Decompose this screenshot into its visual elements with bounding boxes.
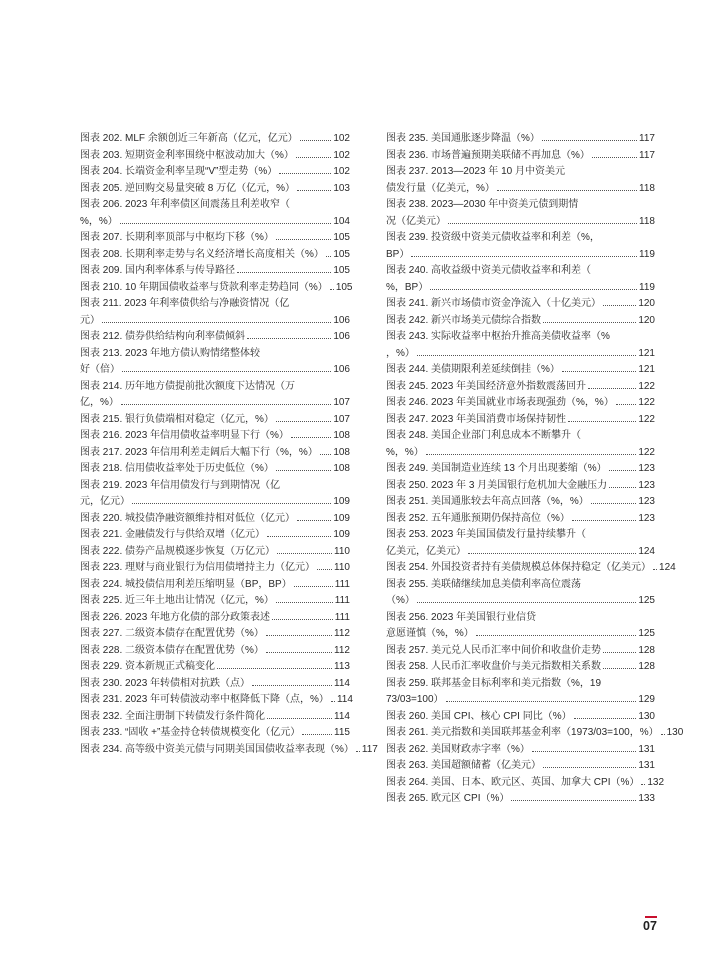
toc-entry-page: 118 [639,182,655,194]
toc-entry-page: 105 [333,265,350,276]
toc-entry-label: 图表 229. 资本新规正式稿变化 [80,661,216,672]
toc-entry[interactable] [80,412,350,429]
toc-leader-dots [417,602,636,603]
toc-entry[interactable] [80,280,353,297]
toc-entry-label: 图表 244. 美债期限利差延续倒挂（%） [386,364,560,375]
toc-leader-dots [591,503,637,504]
toc-leader-dots [562,371,636,372]
toc-entry[interactable] [80,544,350,561]
toc-entry-label: 图表 221. 金融债发行与供给双增（亿元） [80,529,266,540]
toc-entry-label: 图表 232. 全面注册制下转债发行条件简化 [80,710,266,722]
toc-entry[interactable] [80,461,350,478]
toc-entry[interactable] [80,742,378,759]
toc-entry[interactable] [80,263,350,280]
toc-entry[interactable] [386,197,655,230]
toc-entry[interactable] [80,692,353,709]
toc-entry-page: 114 [334,710,350,722]
toc-entry-label: 图表 237. 2013—2023 年 10 月中资美元 [386,166,565,177]
toc-leader-dots [603,668,636,669]
toc-entry[interactable] [80,346,350,379]
toc-entry[interactable] [386,362,655,379]
toc-entry[interactable] [386,131,655,148]
toc-entry-page: 123 [638,496,655,507]
toc-entry-label: 图表 215. 银行负债端相对稳定（亿元，%） [80,413,274,425]
toc-entry-page: 111 [334,578,350,590]
toc-entry-label: 图表 206. 2023 年利率债区间震荡且利差收窄（ [80,199,291,210]
toc-entry[interactable] [80,725,350,742]
toc-entry[interactable] [386,329,655,362]
toc-entry-page: 107 [333,397,350,408]
toc-entry-page: 114 [334,677,350,689]
toc-entry-page: 118 [639,215,655,227]
toc-entry-label: 图表 225. 近三年土地出让情况（亿元，%） [80,595,274,606]
toc-entry-label: 图表 207. 长期利率顶部与中枢均下移（%） [80,232,274,243]
toc-entry-label: 图表 231. 2023 年可转债波动率中枢降低下降（点，%） [80,694,329,705]
toc-entry-page: 106 [333,364,350,375]
toc-entry-label: 图表 210. 10 年期国债收益率与贷款利率走势趋同（%） [80,281,328,293]
toc-entry-label-cont: 好（倍） [80,364,120,375]
toc-leader-dots [276,602,333,603]
toc-entry[interactable] [80,148,350,165]
toc-entry-label: 图表 230. 2023 年转债相对抗跌（点） [80,677,251,689]
toc-entry-page: 108 [333,446,350,458]
toc-entry-page: 125 [638,595,655,606]
toc-entry[interactable] [386,643,655,660]
toc-entry-page: 107 [333,413,350,425]
toc-leader-dots [653,569,657,570]
toc-entry-label: 图表 203. 短期资金利率围绕中枢波动加大（%） [80,149,294,161]
toc-leader-dots [276,239,331,240]
toc-leader-dots [266,635,332,636]
toc-entry-label: 图表 251. 美国通胀较去年高点回落（%，%） [386,496,589,507]
toc-right-column [386,131,684,808]
toc-entry-page: 122 [638,413,655,425]
toc-leader-dots [574,718,637,719]
toc-entry-label-cont: 意愿谨慎（%，%） [386,628,474,639]
toc-entry-page: 112 [334,628,350,639]
toc-entry-label: 图表 219. 2023 年信用债发行与到期情况（亿 [80,479,281,491]
toc-entry[interactable] [80,230,350,247]
toc-leader-dots [291,437,331,438]
toc-entry-label: 图表 204. 长端资金利率呈现“V”型走势（%） [80,166,278,177]
toc-leader-dots [603,305,636,306]
toc-entry-page: 104 [333,215,350,227]
toc-entry-page: 114 [336,694,353,705]
toc-leader-dots [320,454,331,455]
toc-leader-dots [266,652,332,653]
toc-entry[interactable] [386,676,655,709]
toc-leader-dots [122,371,331,372]
toc-leader-dots [102,322,331,323]
toc-entry-label: 图表 209. 国内利率体系与传导路径 [80,265,236,276]
toc-entry-page: 130 [666,727,684,738]
toc-entry-label-cont: 元，亿元） [80,496,130,507]
toc-leader-dots [497,190,637,191]
toc-entry[interactable] [386,791,655,808]
toc-entry-page: 102 [333,149,350,161]
toc-entry[interactable] [386,230,655,263]
toc-entry-page: 108 [333,463,350,474]
toc-entry-label: 图表 220. 城投债净融资额维持相对低位（亿元） [80,512,296,524]
toc-leader-dots [609,487,636,488]
toc-entry-label-cont: 债发行量（亿美元，%） [386,182,495,194]
toc-entry-page: 120 [638,298,655,309]
toc-entry-label: 图表 261. 美元指数和美国联邦基金利率（1973/03=100，%） [386,727,659,738]
toc-entry-page: 111 [334,595,350,606]
toc-entry-label: 图表 256. 2023 年美国银行业信贷 [386,611,537,623]
toc-entry-page: 123 [638,463,655,474]
toc-entry-label: 图表 235. 美国通胀逐步降温（%） [386,133,540,144]
toc-leader-dots [588,388,636,389]
toc-entry[interactable] [80,164,350,181]
toc-leader-dots [267,536,331,537]
toc-entry-label-cont: ，%） [386,347,415,359]
toc-entry-label-cont: 亿，%） [80,397,119,408]
toc-entry[interactable] [386,758,655,775]
toc-entry-label: 图表 259. 联邦基金目标利率和美元指数（%，19 [386,677,602,689]
toc-leader-dots [132,503,331,504]
toc-entry-label: 图表 255. 美联储继续加息美债利率高位震荡 [386,578,582,590]
toc-leader-dots [296,157,331,158]
toc-entry-label: 图表 247. 2023 年美国消费市场保持韧性 [386,413,567,425]
toc-entry[interactable] [80,379,350,412]
toc-entry-label: 图表 263. 美国超额储蓄（亿美元） [386,760,542,771]
toc-entry-page: 133 [638,793,655,804]
toc-entry-label: 图表 213. 2023 年地方债认购情绪整体较 [80,347,261,359]
toc-entry-page: 122 [638,446,655,458]
toc-entry[interactable] [80,329,350,346]
toc-entry-page: 102 [333,133,350,144]
toc-entry-label: 图表 243. 实际收益率中枢抬升推高美债收益率（% [386,331,610,342]
toc-entry-page: 109 [333,496,350,507]
toc-leader-dots [331,701,335,702]
toc-entry-label: 图表 250. 2023 年 3 月美国银行危机加大金融压力 [386,479,608,491]
toc-entry-label: 图表 246. 2023 年美国就业市场表现强劲（%，%） [386,397,614,408]
toc-leader-dots [592,157,637,158]
toc-entry[interactable] [80,593,350,610]
toc-entry-label: 图表 202. MLF 余额创近三年新高（亿元，亿元） [80,133,298,144]
toc-entry-label-cont: 亿美元，亿美元） [386,545,466,557]
toc-entry-page: 123 [638,479,655,491]
toc-leader-dots [267,718,332,719]
toc-entry-page: 117 [639,149,655,161]
toc-entry[interactable] [386,709,655,726]
toc-entry-label: 图表 233. “固收 +”基金持仓转债规模变化（亿元） [80,727,301,738]
toc-leader-dots [543,767,636,768]
toc-leader-dots [247,338,331,339]
toc-entry[interactable] [386,725,684,742]
toc-entry[interactable] [80,577,350,594]
toc-entry[interactable] [80,676,350,693]
toc-leader-dots [356,751,360,752]
toc-entry[interactable] [386,296,655,313]
toc-entry-page: 129 [638,694,655,705]
toc-entry-page: 122 [638,380,655,392]
toc-entry-page: 131 [638,743,655,755]
toc-leader-dots [532,751,636,752]
toc-leader-dots [542,140,637,141]
toc-leader-dots [616,404,636,405]
toc-entry[interactable] [386,577,655,610]
toc-entry[interactable] [386,395,655,412]
toc-entry[interactable] [386,560,676,577]
toc-entry[interactable] [80,131,350,148]
toc-entry-label: 图表 257. 美元兑人民币汇率中间价和收盘价走势 [386,644,602,656]
toc-entry-label: 图表 265. 欧元区 CPI（%） [386,793,510,804]
toc-entry-label: 图表 223. 理财与商业银行为信用债增持主力（亿元） [80,562,316,573]
toc-entry-label: 图表 218. 信用债收益率处于历史低位（%） [80,463,274,474]
toc-entry[interactable] [386,527,655,560]
toc-entry[interactable] [386,379,655,396]
toc-entry-page: 109 [333,529,350,540]
toc-entry-page: 112 [334,644,350,656]
toc-entry-page: 124 [638,545,655,557]
toc-entry-label: 图表 252. 五年通胀预期仍保持高位（%） [386,512,570,524]
toc-leader-dots [277,553,332,554]
toc-entry-label: 图表 238. 2023—2030 年中资美元债到期情 [386,199,579,210]
toc-entry[interactable] [80,445,350,462]
toc-entry-label: 图表 228. 二级资本债存在配置优势（%） [80,644,264,656]
toc-entry-label-cont: %，BP） [386,281,429,293]
toc-leader-dots [511,800,636,801]
toc-entry[interactable] [386,428,655,461]
toc-leader-dots [302,734,332,735]
toc-entry-page: 115 [334,727,350,738]
toc-entry-page: 102 [333,166,350,177]
toc-entry[interactable] [386,494,655,511]
toc-entry-label-cont: BP） [386,248,410,260]
toc-entry-label: 图表 226. 2023 年地方化债的部分政策表述 [80,611,271,623]
toc-entry-page: 121 [638,347,655,359]
toc-entry-page: 117 [639,133,655,144]
toc-entry-label: 图表 217. 2023 年信用利差走阔后大幅下行（%，%） [80,446,318,458]
toc-entry[interactable] [386,412,655,429]
toc-entry-label: 图表 236. 市场普遍预期美联储不再加息（%） [386,149,590,161]
toc-entry[interactable] [80,709,350,726]
toc-entry[interactable] [386,742,655,759]
toc-leader-dots [294,586,333,587]
toc-entry[interactable] [386,164,655,197]
toc-leader-dots [237,272,331,273]
toc-leader-dots [121,404,331,405]
toc-entry[interactable] [80,181,350,198]
toc-leader-dots [572,520,636,521]
toc-entry-label: 图表 208. 长期利率走势与名义经济增长高度相关（%） [80,248,324,260]
toc-entry-page: 103 [333,182,350,194]
toc-entry[interactable] [80,197,350,230]
toc-entry[interactable] [386,478,655,495]
toc-entry[interactable] [386,313,655,330]
toc-entry-page: 125 [638,628,655,639]
toc-entry-label: 图表 239. 投资级中资美元债收益率和利差（%， [386,232,600,243]
toc-leader-dots [317,569,332,570]
page-number-accent [645,916,657,918]
toc-entry-page: 124 [659,562,676,573]
toc-entry-page: 106 [333,331,350,342]
toc-entry-page: 111 [334,611,350,623]
toc-entry[interactable] [80,296,350,329]
toc-leader-dots [297,190,331,191]
toc-entry-page: 119 [639,248,655,260]
toc-entry[interactable] [80,659,350,676]
toc-entry-label: 图表 227. 二级资本债存在配置优势（%） [80,628,264,639]
toc-entry-page: 131 [638,760,655,771]
toc-leader-dots [272,619,333,620]
toc-leader-dots [661,734,665,735]
toc-entry-label-cont: %，%） [80,215,118,227]
toc-entry[interactable] [80,610,350,627]
toc-entry-page: 123 [638,512,655,524]
page-number: 07 [643,919,657,933]
toc-entry-label-cont: 73/03=100） [386,694,444,705]
toc-entry-page: 122 [638,397,655,408]
toc-entry-label-cont: %，%） [386,446,424,458]
toc-leader-dots [568,421,636,422]
toc-entry[interactable] [386,610,655,643]
toc-entry-page: 106 [333,314,350,326]
toc-left-column [80,131,378,758]
toc-leader-dots [641,784,645,785]
toc-entry-label: 图表 253. 2023 年美国国债发行量持续攀升（ [386,529,587,540]
toc-entry[interactable] [386,659,655,676]
toc-entry[interactable] [80,626,350,643]
toc-entry-page: 110 [334,545,350,557]
toc-entry[interactable] [386,775,665,792]
toc-entry-page: 105 [335,281,353,293]
toc-leader-dots [279,173,331,174]
toc-entry-page: 132 [647,776,665,788]
toc-entry-label: 图表 211. 2023 年利率债供给与净融资情况（亿 [80,298,290,309]
toc-entry[interactable] [80,247,350,264]
toc-leader-dots [217,668,332,669]
toc-leader-dots [446,701,637,702]
toc-entry-label: 图表 245. 2023 年美国经济意外指数震荡回升 [386,380,587,392]
toc-leader-dots [417,355,636,356]
toc-entry-label: 图表 216. 2023 年信用债收益率明显下行（%） [80,430,289,441]
toc-entry-page: 119 [639,281,655,293]
toc-entry[interactable] [80,428,350,445]
toc-leader-dots [300,140,332,141]
toc-entry-page: 113 [334,661,350,672]
toc-leader-dots [252,685,332,686]
toc-entry-label: 图表 222. 债券产品规模逐步恢复（万亿元） [80,545,276,557]
toc-leader-dots [276,421,331,422]
toc-leader-dots [609,470,637,471]
toc-entry-label: 图表 241. 新兴市场债市资金净流入（十亿美元） [386,298,602,309]
toc-entry-label: 图表 242. 新兴市场美元债综合指数 [386,314,542,326]
toc-entry-label: 图表 240. 高收益级中资美元债收益率和利差（ [386,265,592,276]
toc-entry-page: 105 [333,248,350,260]
toc-leader-dots [603,652,636,653]
toc-entry-label: 图表 254. 外国投资者持有美债规模总体保持稳定（亿美元） [386,562,652,573]
toc-leader-dots [476,635,637,636]
toc-entry-label: 图表 205. 逆回购交易量突破 8 万亿（亿元，%） [80,182,296,194]
toc-entry-label: 图表 212. 债券供给结构向利率债倾斜 [80,331,246,342]
toc-entry-label: 图表 224. 城投债信用利差压缩明显（BP，BP） [80,578,292,590]
toc-leader-dots [468,553,636,554]
toc-leader-dots [430,289,637,290]
toc-entry-label: 图表 248. 美国企业部门利息成本不断攀升（ [386,430,582,441]
toc-entry-label: 图表 234. 高等级中资美元债与同期美国国债收益率表现（%） [80,743,354,755]
toc-leader-dots [326,256,331,257]
toc-leader-dots [120,223,332,224]
toc-entry-label: 图表 264. 美国、日本、欧元区、英国、加拿大 CPI（%） [386,776,640,788]
toc-entry-label: 图表 258. 人民币汇率收盘价与美元指数相关系数 [386,661,602,672]
toc-entry[interactable] [80,478,350,511]
toc-entry[interactable] [386,263,655,296]
toc-entry-page: 109 [333,512,350,524]
toc-leader-dots [411,256,637,257]
toc-entry-page: 128 [638,644,655,656]
toc-leader-dots [426,454,637,455]
toc-entry-page: 105 [333,232,350,243]
toc-entry-page: 110 [334,562,350,573]
toc-entry[interactable] [80,643,350,660]
toc-entry-page: 121 [638,364,655,375]
toc-leader-dots [276,470,331,471]
toc-entry-page: 120 [638,314,655,326]
toc-entry[interactable] [386,511,655,528]
toc-entry-label: 图表 262. 美国财政赤字率（%） [386,743,530,755]
toc-entry-page: 128 [638,661,655,672]
toc-entry-label: 图表 249. 美国制造业连续 13 个月出现萎缩（%） [386,463,607,474]
toc-leader-dots [448,223,637,224]
toc-entry[interactable] [386,461,655,478]
toc-entry[interactable] [80,560,350,577]
toc-entry[interactable] [80,527,350,544]
toc-entry[interactable] [80,511,350,528]
toc-leader-dots [330,289,334,290]
toc-leader-dots [543,322,636,323]
toc-entry-page: 108 [333,430,350,441]
toc-leader-dots [297,520,331,521]
toc-entry-label-cont: 况（亿美元） [386,215,446,227]
toc-entry-label: 图表 214. 历年地方债提前批次额度下达情况（万 [80,380,296,392]
toc-entry[interactable] [386,148,655,165]
toc-entry-page: 117 [361,743,378,755]
toc-entry-label: 图表 260. 美国 CPI、核心 CPI 同比（%） [386,710,572,722]
toc-entry-label-cont: （%） [386,595,415,606]
toc-entry-label-cont: 元） [80,314,100,326]
toc-entry-page: 130 [638,710,655,722]
